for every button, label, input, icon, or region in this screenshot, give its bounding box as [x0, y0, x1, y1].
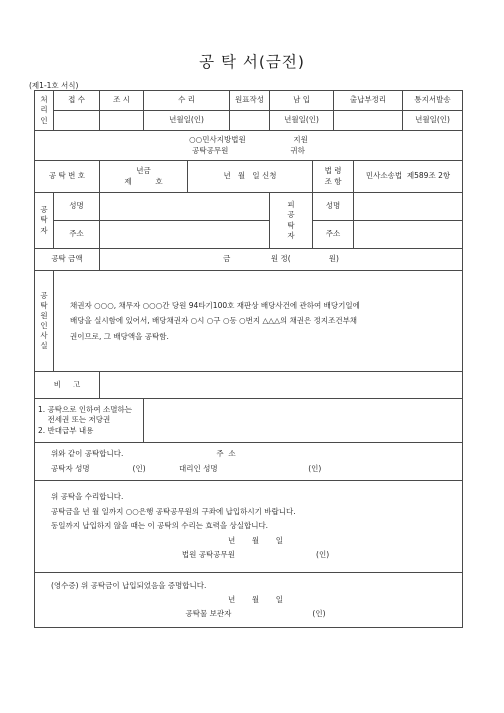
acceptance-line: 공탁금을 년 월 일까지 ○○은행 공탁공무원의 구좌에 납입하시기 바랍니다.: [51, 506, 296, 516]
acceptance-date: 년 월 일: [227, 535, 284, 545]
recipient-label: 피 공 탁 자: [270, 193, 313, 249]
recipient-address-label: 주소: [313, 221, 354, 249]
payment-date-stamp: 년월일(인): [270, 111, 334, 131]
receipt-line: (영수증) 위 공탁금이 납입되었음을 증명합니다.: [51, 580, 207, 590]
court-official: 공탁공무원 귀하: [192, 145, 305, 155]
acceptance-date-stamp: 년월일(인): [144, 111, 230, 131]
depositor-name-label: 성명: [54, 193, 100, 221]
cell-cashbook-sign: [334, 111, 403, 131]
application-date-label: 년 월 일 신청: [188, 161, 313, 193]
recipient-name-label: 성명: [313, 193, 354, 221]
depositor-address-label: 주소: [54, 221, 100, 249]
cause-text: [54, 271, 463, 372]
deposit-form-table: [34, 90, 463, 628]
notice-date-stamp: 년월일(인): [403, 111, 463, 131]
acceptance-line: 동일까지 납입하지 않을 때는 이 공탁의 수리는 효력을 상실합니다.: [51, 521, 269, 531]
deposit-year-label: 년금: [136, 166, 151, 176]
application-line1: 위와 같이 공탁합니다. 주 소: [51, 449, 236, 459]
receipt-date: 년 월 일: [227, 594, 284, 604]
amount-value: 금 원 정( 원): [100, 249, 463, 271]
application-statement: [35, 443, 463, 481]
cause-label: 공 탁 원 인 사 실: [35, 271, 54, 372]
extinguished-rights-label: [35, 399, 144, 443]
deposit-number-label: 공 탁 번 호: [35, 161, 100, 193]
law-label: 법 령 조 항: [313, 161, 354, 193]
remarks-value[interactable]: [100, 372, 463, 399]
header-payment: 남 입: [270, 91, 334, 111]
deposit-form: [34, 90, 462, 706]
cell-ledger-sign: [230, 111, 270, 131]
depositor-address-value[interactable]: [100, 221, 270, 249]
receipt-statement: [35, 573, 463, 628]
depositor-label: 공 탁 자: [35, 193, 54, 249]
header-receipt: 접 수: [54, 91, 100, 111]
acceptance-official: 법원 공탁공무원 (인): [181, 550, 330, 560]
court-name: ○○민사지방법원 지원: [189, 135, 308, 145]
cell-inspection-sign: [100, 111, 144, 131]
cause-line: 채권자 ○○○, 채무자 ○○○간 당원 94타기100호 재판상 배당사건에 관하여 배당기일에: [70, 300, 360, 310]
court-address: [35, 131, 463, 161]
header-acceptance: 수 리: [144, 91, 230, 111]
depositor-name-value[interactable]: [100, 193, 270, 221]
extinguished-line: 1. 공탁으로 인하여 소멸하는: [38, 405, 133, 415]
header-notice: 통지서발송: [403, 91, 463, 111]
header-ledger: 원표작성: [230, 91, 270, 111]
header-inspection: 조 시: [100, 91, 144, 111]
cause-line: 배당을 실시함에 있어서, 배당채권자 ○시 ○구 ○동 ○번지 △△△의 채권은 정지조건부채: [70, 316, 358, 326]
law-value: 민사소송법 제589조 2항: [354, 161, 463, 193]
deposit-number-field: [100, 161, 188, 193]
extinguished-line: 전세권 또는 저당권: [38, 415, 111, 425]
remarks-label: 비 고: [35, 372, 100, 399]
amount-label: 공탁 금액: [35, 249, 100, 271]
receipt-custodian: 공탁물 보관자 (인): [185, 609, 326, 619]
cell-receipt-sign: [54, 111, 100, 131]
header-cashbook: 출납부정리: [334, 91, 403, 111]
deposit-case-label: 제 호: [124, 176, 163, 186]
extinguished-line: 2. 반대급부 내용: [38, 425, 94, 435]
acceptance-line: 위 공탁을 수리합니다.: [51, 491, 124, 501]
processing-label: 처 리 인: [35, 91, 54, 131]
recipient-address-value[interactable]: [354, 221, 463, 249]
extinguished-rights-value[interactable]: [144, 399, 463, 443]
application-line2: 공탁자 성명 (인) 대리인 성명 (인): [51, 463, 322, 473]
document-title: 공 탁 서(금전): [199, 53, 305, 71]
cause-line: 권이므로, 그 배당액을 공탁함.: [70, 331, 169, 341]
recipient-name-value[interactable]: [354, 193, 463, 221]
form-number: (제1-1호 서식): [29, 81, 79, 90]
acceptance-statement: [35, 481, 463, 573]
